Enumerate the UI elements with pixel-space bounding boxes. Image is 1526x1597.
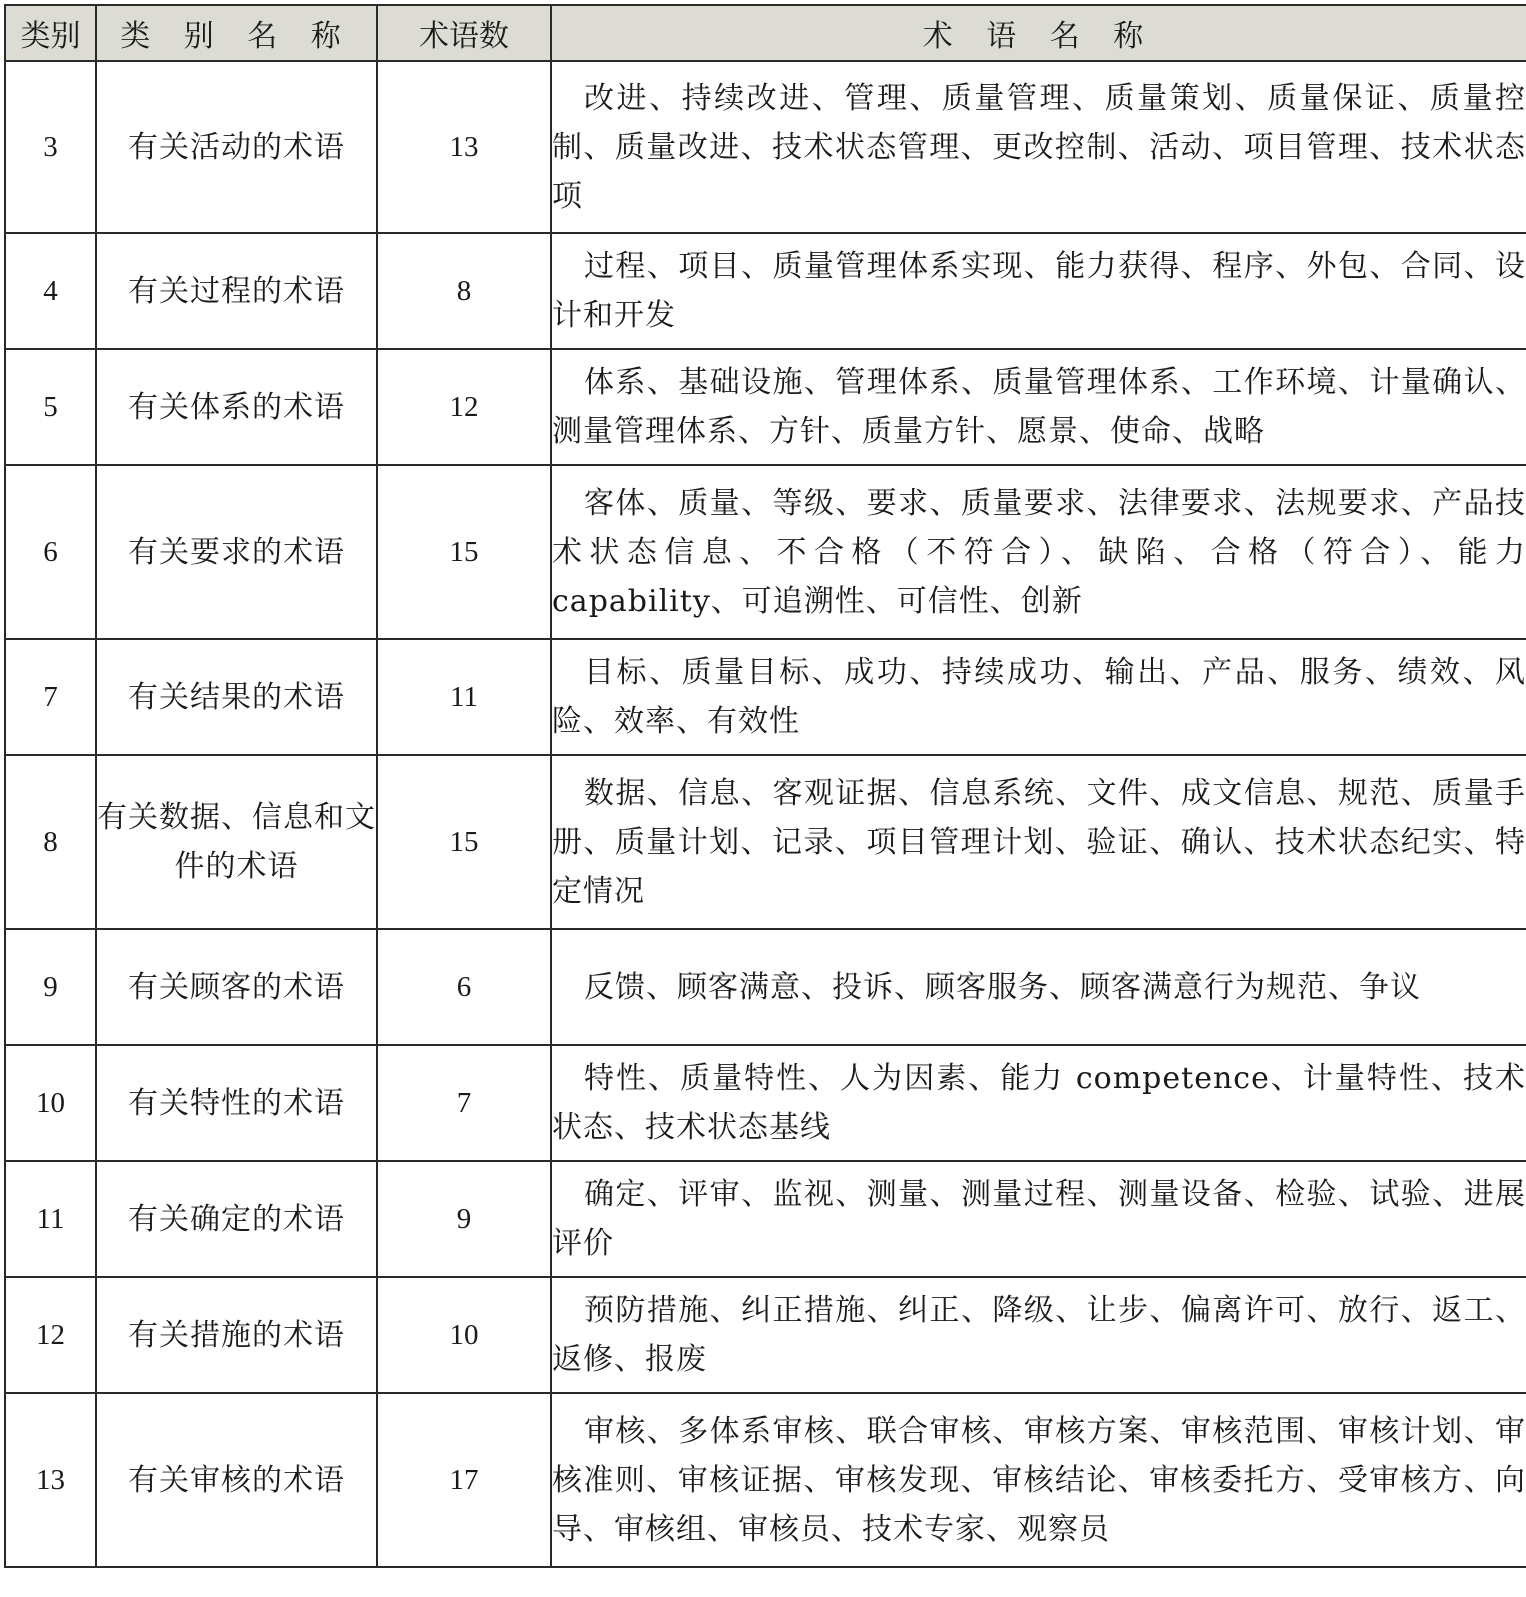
term-count-cell: 8 [377,233,551,349]
category-number-cell: 10 [5,1045,96,1161]
term-count-cell: 13 [377,61,551,233]
table-row [5,1393,1526,1567]
category-name-cell: 有关数据、信息和文件的术语 [96,755,377,929]
category-name-cell: 有关过程的术语 [96,233,377,349]
table-body [5,61,1526,1567]
category-name-cell: 有关结果的术语 [96,639,377,755]
category-number-cell: 3 [5,61,96,233]
table-row [5,349,1526,465]
term-count-cell: 15 [377,755,551,929]
table-row [5,1045,1526,1161]
category-name-cell: 有关要求的术语 [96,465,377,639]
term-count-cell: 6 [377,929,551,1045]
term-count-cell: 12 [377,349,551,465]
term-count-cell: 10 [377,1277,551,1393]
header-category: 类别 [5,5,96,61]
term-names-cell: 体系、基础设施、管理体系、质量管理体系、工作环境、计量确认、测量管理体系、方针、质量方针、愿景、使命、战略 [551,349,1526,465]
term-names-cell: 反馈、顾客满意、投诉、顾客服务、顾客满意行为规范、争议 [551,929,1526,1045]
table-row [5,639,1526,755]
table-row [5,929,1526,1045]
category-number-cell: 9 [5,929,96,1045]
category-name-cell: 有关措施的术语 [96,1277,377,1393]
category-number-cell: 5 [5,349,96,465]
term-names-cell: 客体、质量、等级、要求、质量要求、法律要求、法规要求、产品技术状态信息、不合格（不符合）、缺陷、合格（符合）、能力 capability、可追溯性、可信性、创新 [551,465,1526,639]
category-number-cell: 12 [5,1277,96,1393]
category-name-cell: 有关确定的术语 [96,1161,377,1277]
table-row [5,755,1526,929]
category-number-cell: 13 [5,1393,96,1567]
term-count-cell: 7 [377,1045,551,1161]
category-number-cell: 6 [5,465,96,639]
table-row [5,1277,1526,1393]
term-names-cell: 审核、多体系审核、联合审核、审核方案、审核范围、审核计划、审核准则、审核证据、审核发现、审核结论、审核委托方、受审核方、向导、审核组、审核员、技术专家、观察员 [551,1393,1526,1567]
category-name-cell: 有关顾客的术语 [96,929,377,1045]
table-row [5,465,1526,639]
table-row [5,61,1526,233]
table-row [5,233,1526,349]
category-name-cell: 有关体系的术语 [96,349,377,465]
category-number-cell: 11 [5,1161,96,1277]
term-names-cell: 过程、项目、质量管理体系实现、能力获得、程序、外包、合同、设计和开发 [551,233,1526,349]
terms-table [4,4,1526,1568]
header-term-names: 术 语 名 称 [551,5,1526,61]
category-number-cell: 7 [5,639,96,755]
table-row [5,1161,1526,1277]
term-count-cell: 9 [377,1161,551,1277]
term-names-cell: 确定、评审、监视、测量、测量过程、测量设备、检验、试验、进展评价 [551,1161,1526,1277]
term-count-cell: 15 [377,465,551,639]
term-count-cell: 11 [377,639,551,755]
category-name-cell: 有关审核的术语 [96,1393,377,1567]
category-number-cell: 4 [5,233,96,349]
term-names-cell: 数据、信息、客观证据、信息系统、文件、成文信息、规范、质量手册、质量计划、记录、项目管理计划、验证、确认、技术状态纪实、特定情况 [551,755,1526,929]
term-names-cell: 特性、质量特性、人为因素、能力 competence、计量特性、技术状态、技术状态基线 [551,1045,1526,1161]
category-name-cell: 有关活动的术语 [96,61,377,233]
header-row [5,5,1526,61]
table-header [5,5,1526,61]
term-names-cell: 目标、质量目标、成功、持续成功、输出、产品、服务、绩效、风险、效率、有效性 [551,639,1526,755]
category-number-cell: 8 [5,755,96,929]
term-count-cell: 17 [377,1393,551,1567]
term-names-cell: 改进、持续改进、管理、质量管理、质量策划、质量保证、质量控制、质量改进、技术状态管理、更改控制、活动、项目管理、技术状态项 [551,61,1526,233]
header-category-name: 类 别 名 称 [96,5,377,61]
header-term-count: 术语数 [377,5,551,61]
term-names-cell: 预防措施、纠正措施、纠正、降级、让步、偏离许可、放行、返工、返修、报废 [551,1277,1526,1393]
category-name-cell: 有关特性的术语 [96,1045,377,1161]
